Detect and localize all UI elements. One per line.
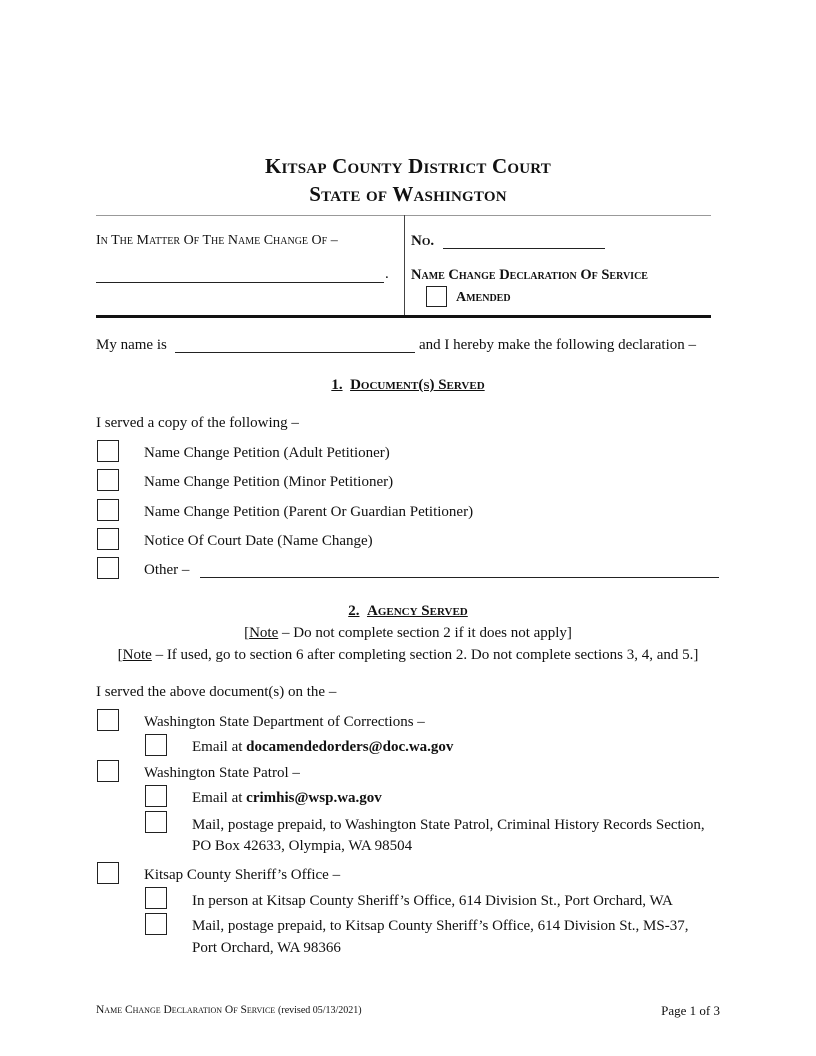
sheriff-in-person-label: In person at Kitsap County Sheriff’s Office, 614 Division St., Port Orchard, WA [192, 893, 673, 909]
page-number: Page 1 of 3 [661, 1003, 720, 1018]
sheriff-mail-line-1: Mail, postage prepaid, to Kitsap County Sheriff’s Office, 614 Division St., MS-37, [192, 918, 689, 934]
wsp-label: Washington State Patrol – [144, 765, 300, 781]
adult-petition-checkbox[interactable] [97, 440, 119, 462]
doc-label: Washington State Department of Corrections – [144, 714, 425, 730]
notice-court-date-label: Notice Of Court Date (Name Change) [144, 533, 373, 549]
section-1-number: 1. [331, 377, 343, 393]
declaration-suffix: and I hereby make the following declaration – [419, 337, 696, 353]
footer-title: Name Change Declaration Of Service [96, 1004, 276, 1016]
parent-petition-checkbox[interactable] [97, 499, 119, 521]
caption-bottom-rule [96, 315, 711, 318]
section-2-note-1: [Note – Do not complete section 2 if it does not apply] [244, 625, 572, 641]
amended-checkbox[interactable] [426, 286, 447, 307]
section-2-heading [0, 603, 816, 620]
section-2-number: 2. [348, 603, 360, 619]
adult-petition-label: Name Change Petition (Adult Petitioner) [144, 445, 390, 461]
doc-email-prefix: Email at [192, 739, 243, 755]
footer-revised: (revised 05/13/2021) [278, 1005, 362, 1016]
wsp-checkbox[interactable] [97, 760, 119, 782]
note-2-text: – If used, go to section 6 after completing section 2. Do not complete sections 3, 4, and 5.] [155, 647, 699, 663]
matter-label: In The Matter Of The Name Change Of – [96, 233, 338, 248]
section-2-title: Agency Served [366, 603, 468, 619]
matter-name-field[interactable] [96, 282, 384, 283]
wsp-mail-checkbox[interactable] [145, 811, 167, 833]
sheriff-mail-line-2: Port Orchard, WA 98366 [192, 940, 341, 956]
doc-email-address: docamendedorders@doc.wa.gov [246, 739, 454, 755]
wsp-email-address: crimhis@wsp.wa.gov [246, 790, 382, 806]
sheriff-label: Kitsap County Sheriff’s Office – [144, 867, 341, 883]
amended-label: Amended [456, 290, 511, 305]
parent-petition-label: Name Change Petition (Parent Or Guardian Petitioner) [144, 504, 474, 520]
section-1-heading [0, 377, 816, 394]
minor-petition-label: Name Change Petition (Minor Petitioner) [144, 474, 394, 490]
wsp-email-checkbox[interactable] [145, 785, 167, 807]
other-checkbox[interactable] [97, 557, 119, 579]
wsp-email-prefix: Email at [192, 790, 243, 806]
other-field[interactable] [200, 577, 719, 578]
state-title: State of Washington [309, 182, 507, 206]
name-line-period: . [385, 266, 389, 282]
section-1-intro: I served a copy of the following – [96, 415, 299, 431]
note-1-word: Note [249, 625, 279, 641]
section-1-title: Document(s) Served [350, 377, 485, 393]
doc-email-line [192, 739, 453, 756]
sheriff-mail-checkbox[interactable] [145, 913, 167, 935]
minor-petition-checkbox[interactable] [97, 469, 119, 491]
document-title: Name Change Declaration Of Service [411, 267, 648, 283]
other-label: Other – [144, 562, 190, 578]
note-1-text: – Do not complete section 2 if it does not apply] [281, 625, 572, 641]
case-no-field[interactable] [443, 248, 605, 249]
footer-form-title [96, 1004, 362, 1016]
doc-checkbox[interactable] [97, 709, 119, 731]
doc-email-checkbox[interactable] [145, 734, 167, 756]
case-no-label: No. [411, 233, 435, 249]
declaration-prefix: My name is [96, 337, 167, 353]
section-2-note-2: [Note – If used, go to section 6 after completing section 2. Do not complete sections 3, 4, and 5.] [117, 647, 699, 663]
notice-court-date-checkbox[interactable] [97, 528, 119, 550]
declarant-name-field[interactable] [175, 352, 415, 353]
wsp-mail-line-1: Mail, postage prepaid, to Washington State Patrol, Criminal History Records Section, [192, 817, 705, 833]
section-2-intro: I served the above document(s) on the – [96, 684, 337, 700]
caption-divider [404, 215, 405, 317]
sheriff-checkbox[interactable] [97, 862, 119, 884]
wsp-email-line [192, 790, 382, 807]
wsp-mail-line-2: PO Box 42633, Olympia, WA 98504 [192, 838, 413, 854]
note-2-word: Note [122, 647, 152, 663]
court-title: Kitsap County District Court [264, 154, 552, 178]
sheriff-in-person-checkbox[interactable] [145, 887, 167, 909]
